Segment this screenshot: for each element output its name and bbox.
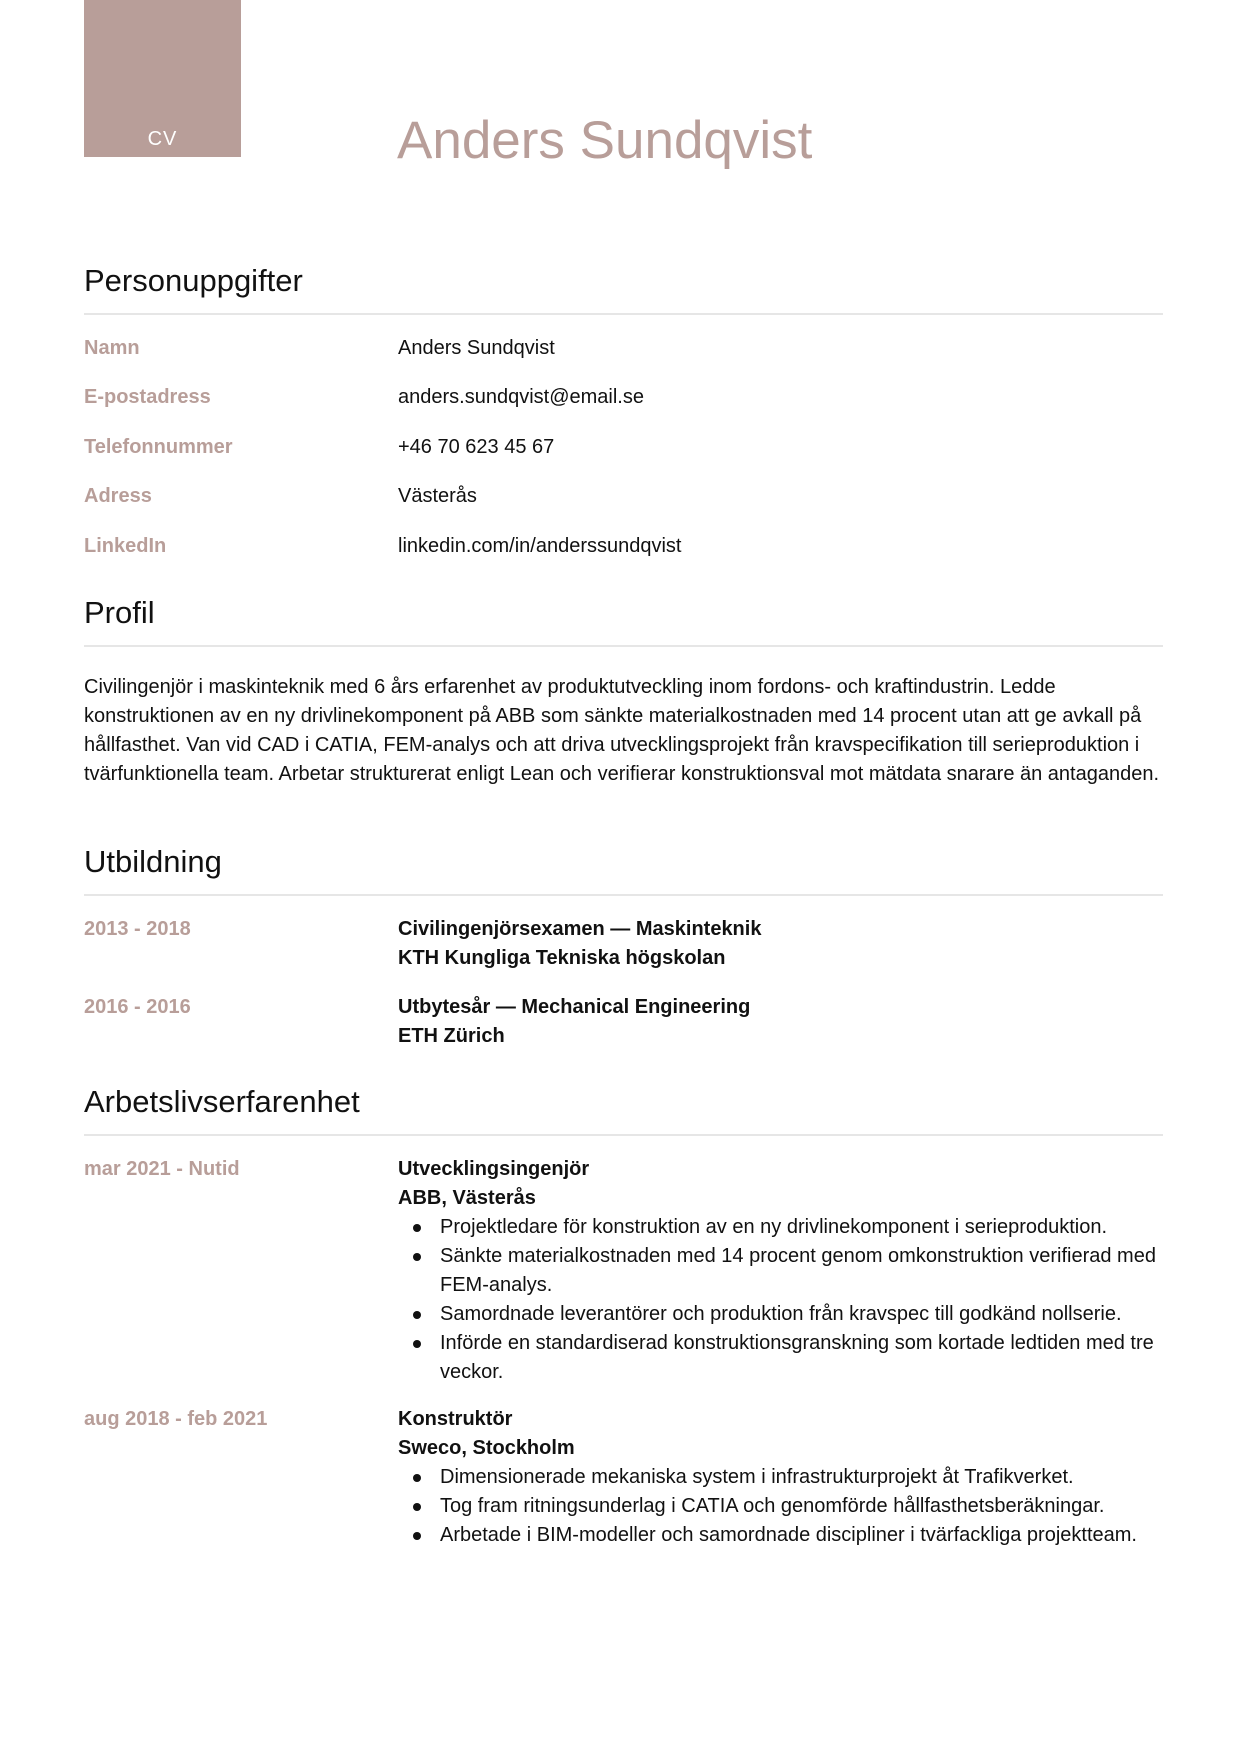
experience-section [84, 1082, 1163, 1602]
job-achievements [398, 1463, 1163, 1550]
profile-text: Civilingenjör i maskinteknik med 6 års erfarenhet av produktutveckling inom fordons- och kraftindustrin. Ledde konstruktionen av en ny drivlinekomponent på ABB som sänkte materialkostnaden med 14 procent utan att ge avkall på hållfasthet. Van vid CAD i CATIA, FEM-analys och att driva utvecklingsprojekt från kravspecifikation till serieproduktion i tvärfunktionella team. Arbetar strukturerat enligt Lean och verifierar konstruktionsval mot mätdata snarare än antaganden. [84, 676, 1160, 785]
education-period: 2013 - 2018 [84, 918, 191, 940]
field-label: E-postadress [84, 386, 211, 408]
section-divider [84, 894, 1163, 896]
education-degree: Utbytesår — Mechanical Engineering [398, 996, 751, 1018]
cv-badge [84, 0, 241, 157]
section-divider [84, 645, 1163, 647]
page-title: Anders Sundqvist [397, 111, 813, 170]
list-item: Arbetade i BIM-modeller och samordnade discipliner i tvärfackliga projektteam. [440, 1521, 1163, 1550]
field-label: Namn [84, 337, 140, 359]
job-achievements [398, 1213, 1163, 1387]
job-title: Konstruktör [398, 1408, 513, 1430]
section-title-experience: Arbetslivserfarenhet [84, 1084, 360, 1119]
education-details [398, 993, 1163, 1051]
list-item: Projektledare för konstruktion av en ny drivlinekomponent i serieproduktion. [440, 1213, 1163, 1242]
field-label: Telefonnummer [84, 436, 233, 458]
section-divider [84, 313, 1163, 315]
personal-section [84, 261, 1163, 561]
list-item: Samordnade leverantörer och produktion från kravspec till godkänd nollserie. [440, 1300, 1163, 1329]
list-item: Införde en standardiserad konstruktionsgranskning som kortade ledtiden med tre veckor. [440, 1329, 1163, 1387]
experience-period: aug 2018 - feb 2021 [84, 1408, 268, 1430]
job-title: Utvecklingsingenjör [398, 1158, 590, 1180]
experience-details [398, 1155, 1163, 1387]
job-company: ABB, Västerås [398, 1187, 536, 1209]
education-school: ETH Zürich [398, 1025, 505, 1047]
section-divider [84, 1134, 1163, 1136]
education-period: 2016 - 2016 [84, 996, 191, 1018]
job-company: Sweco, Stockholm [398, 1437, 575, 1459]
list-item: Sänkte materialkostnaden med 14 procent genom omkonstruktion verifierad med FEM-analys. [440, 1242, 1163, 1300]
experience-details [398, 1405, 1163, 1550]
education-details [398, 915, 1163, 973]
list-item: Dimensionerade mekaniska system i infrastrukturprojekt åt Trafikverket. [440, 1463, 1163, 1492]
education-school: KTH Kungliga Tekniska högskolan [398, 947, 726, 969]
section-title-education: Utbildning [84, 844, 222, 879]
section-title-personal: Personuppgifter [84, 263, 303, 298]
field-label: Adress [84, 485, 152, 507]
section-title-profile: Profil [84, 595, 155, 630]
education-section [84, 842, 1163, 1062]
experience-period: mar 2021 - Nutid [84, 1158, 240, 1180]
field-value: +46 70 623 45 67 [398, 436, 555, 458]
list-item: Tog fram ritningsunderlag i CATIA och genomförde hållfasthetsberäkningar. [440, 1492, 1163, 1521]
field-label: LinkedIn [84, 535, 167, 557]
field-value: linkedin.com/in/anderssundqvist [398, 535, 682, 557]
field-value: Anders Sundqvist [398, 337, 555, 359]
field-value: anders.sundqvist@email.se [398, 386, 644, 408]
field-value: Västerås [398, 485, 477, 507]
profile-section [84, 593, 1163, 823]
cv-badge-label: CV [147, 128, 178, 150]
education-degree: Civilingenjörsexamen — Maskinteknik [398, 918, 762, 940]
